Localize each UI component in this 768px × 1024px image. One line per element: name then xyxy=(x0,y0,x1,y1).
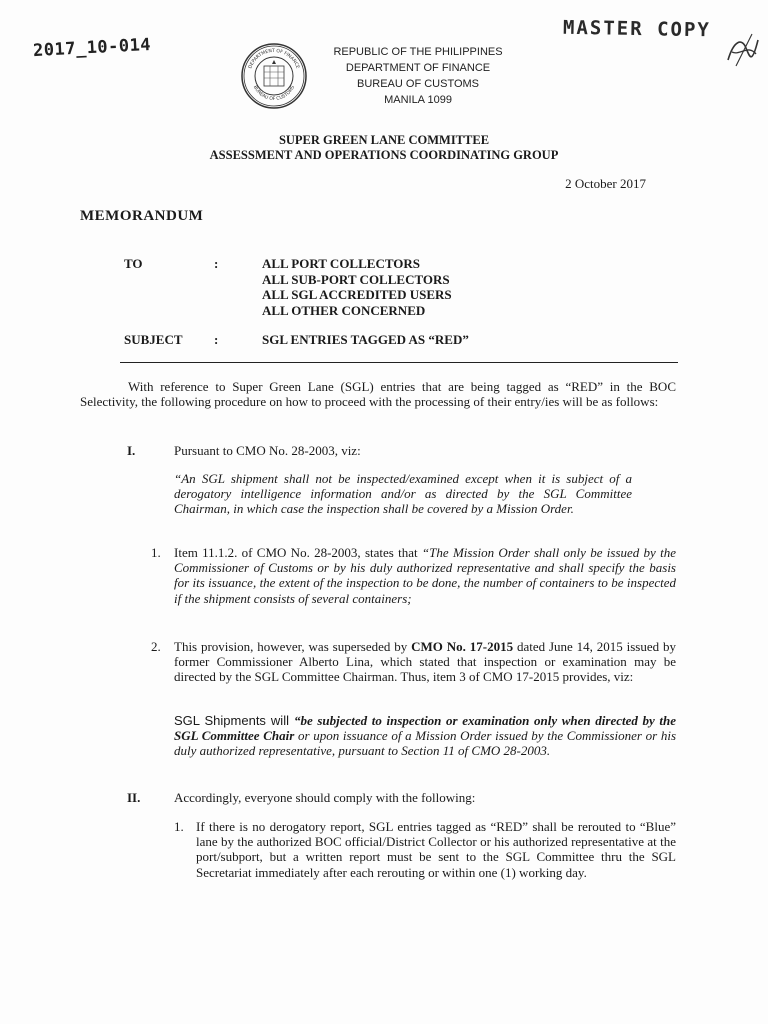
seal-bottom-text: BUREAU OF CUSTOMS xyxy=(251,85,297,103)
header-bureau: BUREAU OF CUSTOMS xyxy=(356,78,480,90)
to-label: TO xyxy=(124,256,143,271)
section-ii-heading: Accordingly, everyone should comply with the following: xyxy=(174,790,476,805)
item-1-paragraph xyxy=(174,545,676,606)
provision-bold-quote: “be subjected to inspection or examination only when directed by the SGL Committee Chair xyxy=(174,713,676,744)
provision-lead: SGL Shipments will xyxy=(174,713,294,728)
item-2-rest: dated June 14, 2015 issued by former Commissioner Alberto Lina, which stated that inspection or examination may be directed by the SGL Committee Chairman. Thus, item 3 of CMO 17-2015 provides, viz: xyxy=(174,639,677,685)
item-1-number: 1. xyxy=(151,545,161,560)
handwritten-control-number: 2017_10-014 xyxy=(32,34,152,62)
header-republic: REPUBLIC OF THE PHILIPPINES xyxy=(333,46,503,58)
committee-group: ASSESSMENT AND OPERATIONS COORDINATING GROUP xyxy=(209,148,559,162)
subject-value: SGL ENTRIES TAGGED AS “RED” xyxy=(262,332,469,347)
provision-rest: or upon issuance of a Mission Order issued by the Commissioner or his duly authorized representative, pursuant to Section 11 of CMO 28-2003. xyxy=(174,728,677,759)
section-i-heading: Pursuant to CMO No. 28-2003, viz: xyxy=(174,443,361,458)
government-header xyxy=(318,44,518,108)
memo-title: MEMORANDUM xyxy=(80,208,204,224)
recipient-item: ALL PORT COLLECTORS xyxy=(262,256,420,271)
section-ii-numeral: II. xyxy=(127,790,141,805)
item-2-number: 2. xyxy=(151,639,161,654)
section-ii-item-1-number: 1. xyxy=(174,819,184,834)
item-2-lead: This provision, however, was superseded by xyxy=(174,639,412,654)
recipient-item: ALL SUB-PORT COLLECTORS xyxy=(262,271,450,287)
cmo-28-2003-quote: “An SGL shipment shall not be inspected/examined except when it is subject of a derogatory intelligence information and/or as directed by the SGL Committee Chairman, in which case the inspection shall be covered by a Mission Order. xyxy=(174,471,632,517)
subject-label: SUBJECT xyxy=(124,332,183,347)
section-ii-item-1-paragraph: If there is no derogatory report, SGL entries tagged as “RED” shall be rerouted to “Blue” lane by the authorized BOC official/District Collector or his authorized representative at the port/subport, but a written report must be sent to the SGL Committee thru the SGL Secretariat immediately after each rerouting or within one (1) working day. xyxy=(196,819,676,880)
memo-date: 2 October 2017 xyxy=(565,176,646,191)
recipient-item: ALL SGL ACCREDITED USERS xyxy=(262,287,452,302)
committee-heading xyxy=(120,133,648,163)
section-i-numeral: I. xyxy=(127,443,136,458)
master-copy-stamp: MASTER COPY xyxy=(562,16,712,42)
cmo-17-2015-reference: CMO No. 17-2015 xyxy=(411,639,514,654)
bureau-of-customs-seal-icon xyxy=(240,42,308,110)
item-1-lead: Item 11.1.2. of CMO No. 28-2003, states that xyxy=(174,545,422,560)
mission-order-quote: “The Mission Order shall only be issued by the Commissioner of Customs or by his duly authorized representative and shall specify the basis for its issuance, the extent of the inspection to be done, the number of containers to be inspected if the shipment consists of several containers; xyxy=(174,545,676,606)
header-divider xyxy=(120,362,678,363)
handwritten-initials-icon xyxy=(722,30,762,70)
subject-colon: : xyxy=(214,332,219,347)
committee-name: SUPER GREEN LANE COMMITTEE xyxy=(278,133,490,147)
recipient-list xyxy=(262,256,452,318)
item-2-paragraph xyxy=(174,639,676,685)
header-address: MANILA 1099 xyxy=(384,94,452,106)
intro-paragraph: With reference to Super Green Lane (SGL) entries that are being tagged as “RED” in the BOC Selectivity, the following procedure on how to proceed with the processing of their entry/ies will be as follows: xyxy=(80,379,676,410)
header-department: DEPARTMENT OF FINANCE xyxy=(345,62,491,74)
seal-top-text: DEPARTMENT OF FINANCE xyxy=(248,48,300,70)
to-colon: : xyxy=(214,256,219,271)
recipient-item: ALL OTHER CONCERNED xyxy=(262,302,426,318)
sgl-provision-paragraph xyxy=(174,713,676,759)
